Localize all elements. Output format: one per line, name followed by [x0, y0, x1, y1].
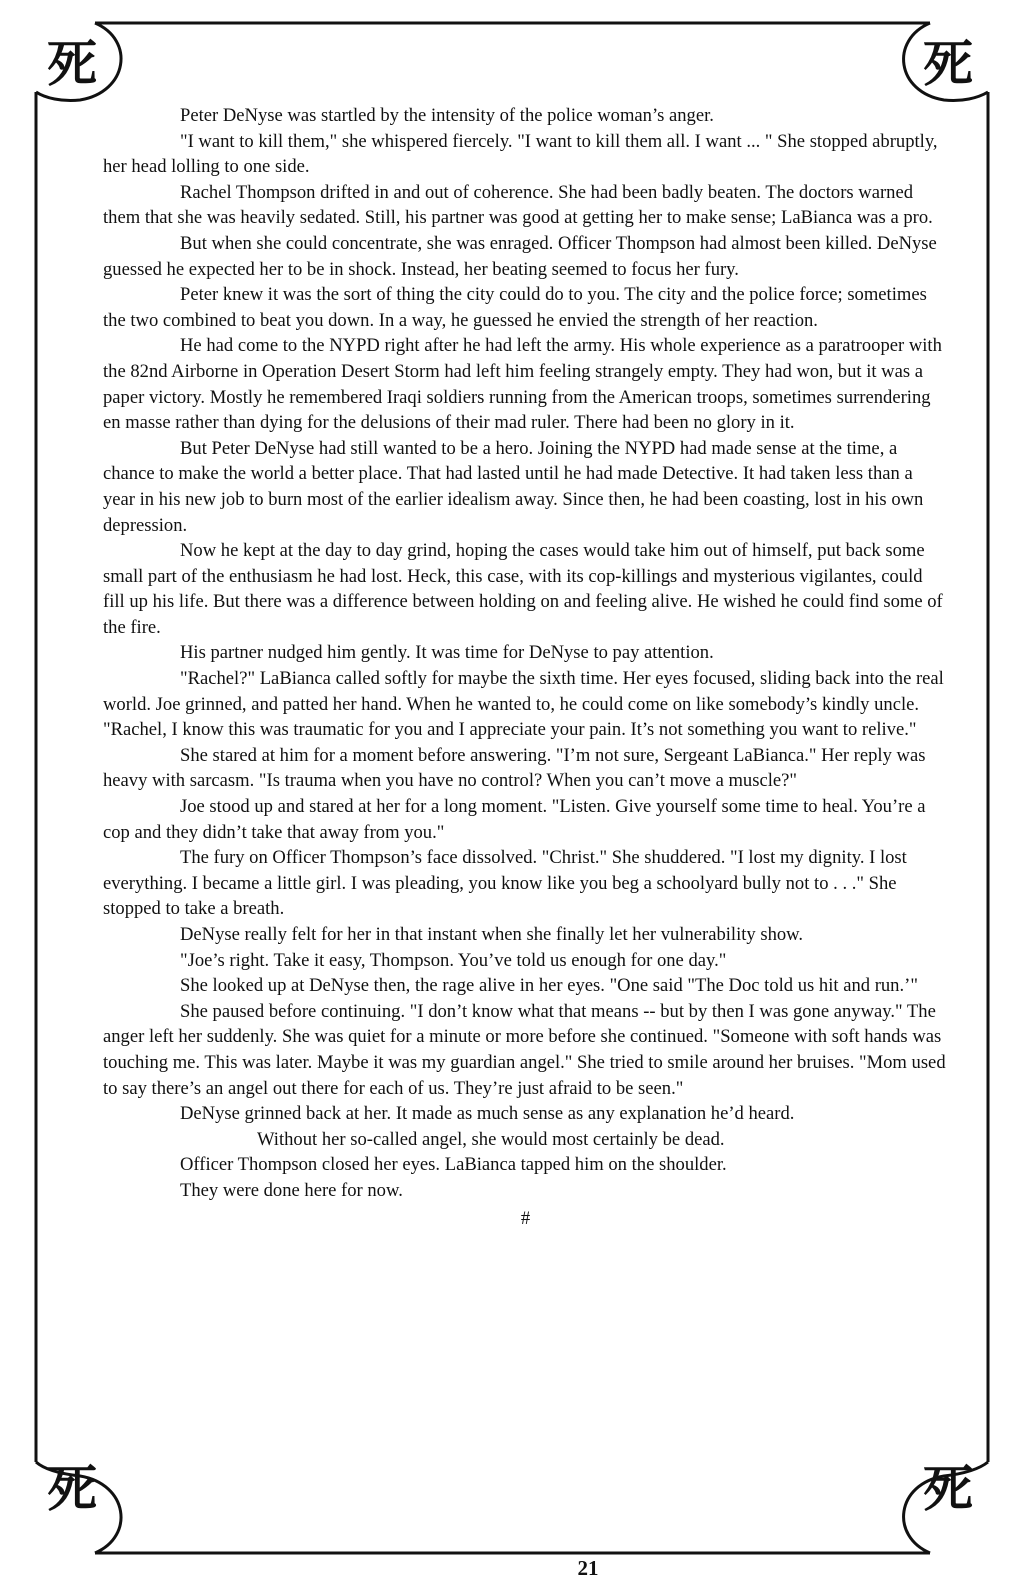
paragraph: Peter DeNyse was startled by the intensity of the police woman’s anger.	[180, 105, 714, 126]
corner-glyph-top-left: 死	[47, 34, 97, 93]
page-number: 21	[577, 1556, 599, 1580]
corner-glyph-bottom-right: 死	[923, 1459, 973, 1518]
paragraph: Officer Thompson closed her eyes. LaBianca tapped him on the shoulder.	[180, 1154, 727, 1176]
story-text	[103, 103, 948, 1231]
paragraph: "Rachel?" LaBianca called softly for maybe the sixth time. Her eyes focused, sliding back into the real world. Joe grinned, and patted her hand. When he wanted to, he could come on like somebody’s kindly uncle. "Rachel, I know this was traumatic for you and I appreciate your pain. It’s not something you want to relive."	[103, 668, 944, 741]
paragraph: But when she could concentrate, she was enraged. Officer Thompson had almost been killed. DeNyse guessed he expected her to be in shock. Instead, her beating seemed to focus her fury.	[103, 232, 937, 280]
paragraph: DeNyse really felt for her in that instant when she finally let her vulnerability show.	[180, 924, 804, 945]
corner-glyph-top-right: 死	[923, 34, 973, 93]
paragraph: But Peter DeNyse had still wanted to be a hero. Joining the NYPD had made sense at the time, a chance to make the world a better place. That had lasted until he had made Detective. It had taken less than a year in his new job to burn most of the earlier idealism away. Since then, he had been coasting, lost in his own depression.	[103, 437, 924, 536]
paragraph: "Joe’s right. Take it easy, Thompson. You’ve told us enough for one day."	[180, 949, 727, 971]
paragraph: "I want to kill them," she whispered fiercely. "I want to kill them all. I want ... " She stopped abruptly, her head lolling to one side.	[103, 130, 938, 178]
corner-glyph-bottom-left: 死	[47, 1459, 97, 1518]
paragraph: Now he kept at the day to day grind, hoping the cases would take him out of himself, put back some small part of the enthusiasm he had lost. Heck, this case, with its cop-killings and mysterious vigilantes, could fill up his life. But there was a difference between holding on and feeling alive. He wished he could find some of the fire.	[103, 540, 943, 638]
paragraph: Without her so-called angel, she would most certainly be dead.	[257, 1128, 725, 1150]
paragraph: Peter knew it was the sort of thing the city could do to you. The city and the police force; sometimes the two combined to beat you down. In a way, he guessed he envied the strength of her reaction.	[103, 284, 927, 331]
paragraph: They were done here for now.	[180, 1179, 403, 1201]
paragraph: He had come to the NYPD right after he had left the army. His whole experience as a paratrooper with the 82nd Airborne in Operation Desert Storm had left him feeling strangely empty. They had won, but it was a paper victory. Mostly he remembered Iraqi soldiers running from the American troops, sometimes surrendering en masse rather than dying for the delusions of their mad ruler. There had been no glory in it.	[103, 335, 942, 434]
paragraph: The fury on Officer Thompson’s face dissolved. "Christ." She shuddered. "I lost my dignity. I lost everything. I became a little girl. I was pleading, you know like you beg a schoolyard bully not to . . ." She stopped to take a breath.	[103, 847, 907, 920]
scene-break: #	[520, 1207, 531, 1229]
paragraph: His partner nudged him gently. It was time for DeNyse to pay attention.	[180, 642, 714, 664]
paragraph: She looked up at DeNyse then, the rage alive in her eyes. "One said "The Doc told us hit and run.’"	[180, 975, 918, 997]
paragraph: She paused before continuing. "I don’t know what that means -- but by then I was gone anyway." The anger left her suddenly. She was quiet for a minute or more before she continued. "Someone with soft hands was touching me. This was later. Maybe it was my guardian angel." She tried to smile around her bruises. "Mom used to say there’s an angel out there for each of us. They’re just afraid to be seen."	[103, 1000, 946, 1099]
paragraph: Joe stood up and stared at her for a long moment. "Listen. Give yourself some time to heal. You’re a cop and they didn’t take that away from you."	[103, 796, 926, 843]
paragraph: Rachel Thompson drifted in and out of coherence. She had been badly beaten. The doctors warned them that she was heavily sedated. Still, his partner was good at getting her to make sense; LaBianca was a pro.	[103, 181, 933, 229]
paragraph: She stared at him for a moment before answering. "I’m not sure, Sergeant LaBianca." Her reply was heavy with sarcasm. "Is trauma when you have no control? When you can’t move a muscle?"	[103, 744, 926, 792]
paragraph: DeNyse grinned back at her. It made as much sense as any explanation he’d heard.	[180, 1103, 795, 1125]
